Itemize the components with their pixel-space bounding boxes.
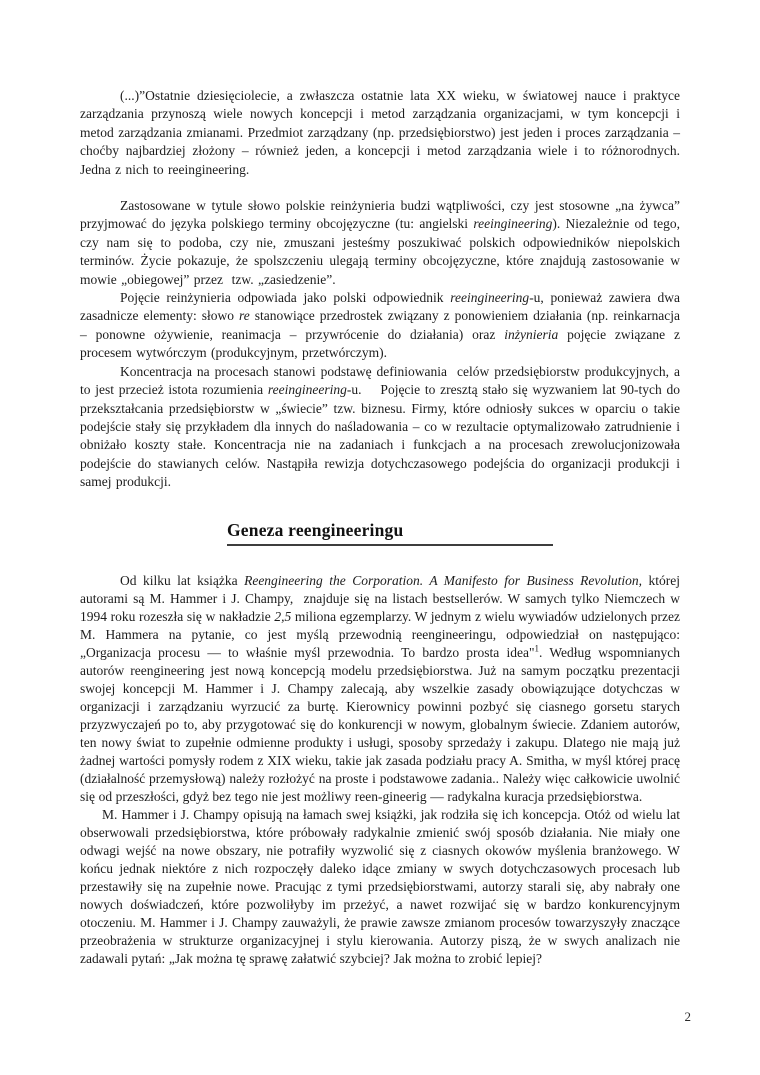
geneza-section — [80, 572, 680, 968]
text-run: Reengineering the Corporation. A Manifesto for Business Revolution, — [244, 572, 643, 588]
text-run: reeingineering — [473, 216, 553, 232]
text-run: re — [238, 308, 250, 324]
text-run: Od kilku lat książka — [120, 572, 245, 588]
text-run: stanowiące przedrostek związany z ponowieniem działania (np. reinkarnacja – ponowne ożywienie, reanimacja – przywrócenie do działania) oraz — [80, 308, 680, 342]
paragraph — [80, 363, 680, 492]
intro-section — [80, 87, 680, 492]
paragraph — [80, 572, 680, 806]
text-run: -u. Pojęcie to zresztą stało się wyzwaniem lat 90-tych do przekształcania przedsiębiorstw w „świecie” tzw. biznesu. Firmy, które odniosły sukces w oparciu o takie podejście stały się przykładem dla innych do naśladowania – co w rezultacie optymalizowało zatrudnienie i obniżało koszty stałe. Koncentracja nie na zadaniach i funkcjach a na procesach zrewolucjonizowała podejście do stawianych celów. Nastąpiła rewizja dotychczasowego podejścia do organizacji produkcji i samej produkcji. — [80, 382, 680, 490]
text-run: Zastosowane w tytule słowo polskie reinżynieria budzi wątpliwości, czy jest stosowne „na żywca” przyjmować do języka polskiego terminy obcojęzyczne (tu: angielski — [80, 198, 680, 232]
paragraph — [80, 289, 680, 363]
text-run: reeingineering — [450, 290, 530, 306]
text-run: inżynieria — [504, 326, 559, 342]
text-run: Pojęcie reinżynieria odpowiada jako polski odpowiednik — [120, 290, 451, 306]
text-run: miliona egzemplarzy. W jednym z wielu wywiadów udzielonych przez M. Hammera na pytanie, co jest myślą przewodnią reengineeringu, odpowiedział on następująco: „Organizacja procesu — to właśnie myśl przewodnia. To bardzo prosta idea" — [80, 608, 680, 660]
text-run: . Według wspomnianych autorów reengineering jest nową koncepcją modelu przedsiębiorstwa. Już na samym początku prezentacji swojej koncepcji M. Hammer i J. Champy zalecają, aby wszelkie zasady obowiązujące dotychczas w organizacji i zarządzaniu wyrzucić za burtę. Kierownicy powinni pozbyć się ciasnego gorsetu starych przyzwyczajeń po to, aby przygotować się do konkurencji w nowym, globalnym świecie. Zdaniem autorów, ten nowy świat to zupełnie odmienne produkty i usługi, sposoby sprzedaży i zakupu. Dlatego nie mają już żadnej wartości pomysły rodem z XIX wieku, takie jak zasada podziału pracy A. Smitha, w myśl której pracę (działalność przemysłową) należy rozłożyć na proste i podstawowe zadania.. Należy więc całkowicie uwolnić się od przeszłości, gdyż bez tego nie jest możliwy reen-gineerig — radykalna kuracja przedsiębiorstwa. — [80, 644, 680, 804]
text-run: (...)”Ostatnie dziesięciolecie, a zwłaszcza ostatnie lata XX wieku, w światowej nauce i praktyce zarządzania przynoszą wiele nowych koncepcji i metod zarządzania organizacjami, w tym koncepcji i metod zarządzania zmianami. Przedmiot zarządzany (np. przedsiębiorstwo) jest jeden i proces zarządzania – choćby najbardziej złożony – również jeden, a koncepcji i metod zarządzania wiele i to różnorodnych. Jedna z nich to reeingineering. — [80, 88, 680, 177]
paragraph — [80, 197, 680, 289]
paragraph — [80, 87, 680, 179]
section-heading: Geneza reengineeringu — [227, 519, 404, 540]
page-number: 2 — [684, 1009, 691, 1024]
text-run: -u, ponieważ zawiera dwa zasadnicze elementy: słowo — [80, 290, 680, 324]
text-run: pojęcie związane z procesem wytwórczym (produkcyjnym, przetwórczym). — [80, 326, 680, 361]
text-run: reeingineering — [267, 382, 347, 398]
text-run: Koncentracja na procesach stanowi podstawę definiowania celów przedsiębiorstw produkcyjnych, a to jest przecież istota rozumienia — [80, 363, 680, 398]
text-run: której autorami są M. Hammer i J. Champy, znajduje się na listach bestsellerów. W samych tylko Niemczech w 1994 roku rozeszła się w nakładzie — [80, 572, 680, 624]
text-run: 2,5 — [274, 608, 292, 624]
section-heading-underline — [227, 520, 553, 546]
document-content — [80, 87, 680, 968]
text-run: M. Hammer i J. Champy opisują na łamach swej książki, jak rodziła się ich koncepcja. Otóż od wielu lat obserwowali przedsiębiorstwa, które próbowały radykalnie zmienić swój sposób działania. Nie miały one odwagi wejść na nowe obszary, nie potrafiły wyzwolić się z ciasnych okowów myślenia branżowego. W końcu jednak niektóre z nich rozpoczęły daleko idące zmiany w swych dotychczasowych procesach lub przestawiły się na zupełnie nowe. Pracując z tymi przedsiębiorstwami, autorzy starali się, aby nabrały one nowych doświadczeń, które pozwoliłyby im przeżyć, a nawet rozwijać się w bardzo konkurencyjnym otoczeniu. M. Hammer i J. Champy zauważyli, że prawie zawsze zmianom procesów towarzyszyły znaczące przeobrażenia w strukturze organizacyjnej i stylu kierowania. Autorzy piszą, że w swych analizach nie zadawali pytań: „Jak można tę sprawę załatwić szybciej? Jak można to zrobić lepiej? — [80, 806, 680, 966]
text-run: 1 — [534, 643, 540, 654]
text-run: ). Niezależnie od tego, czy nam się to podoba, czy nie, zmuszani jesteśmy poszukiwać polskich odpowiedników niepolskich terminów. Życie pokazuje, że spolszczeniu ulegają terminy obcojęzyczne, które znajdują zastosowanie w mowie „obiegowej” przez tzw. „zasiedzenie”. — [80, 216, 680, 287]
paragraph — [80, 806, 680, 968]
